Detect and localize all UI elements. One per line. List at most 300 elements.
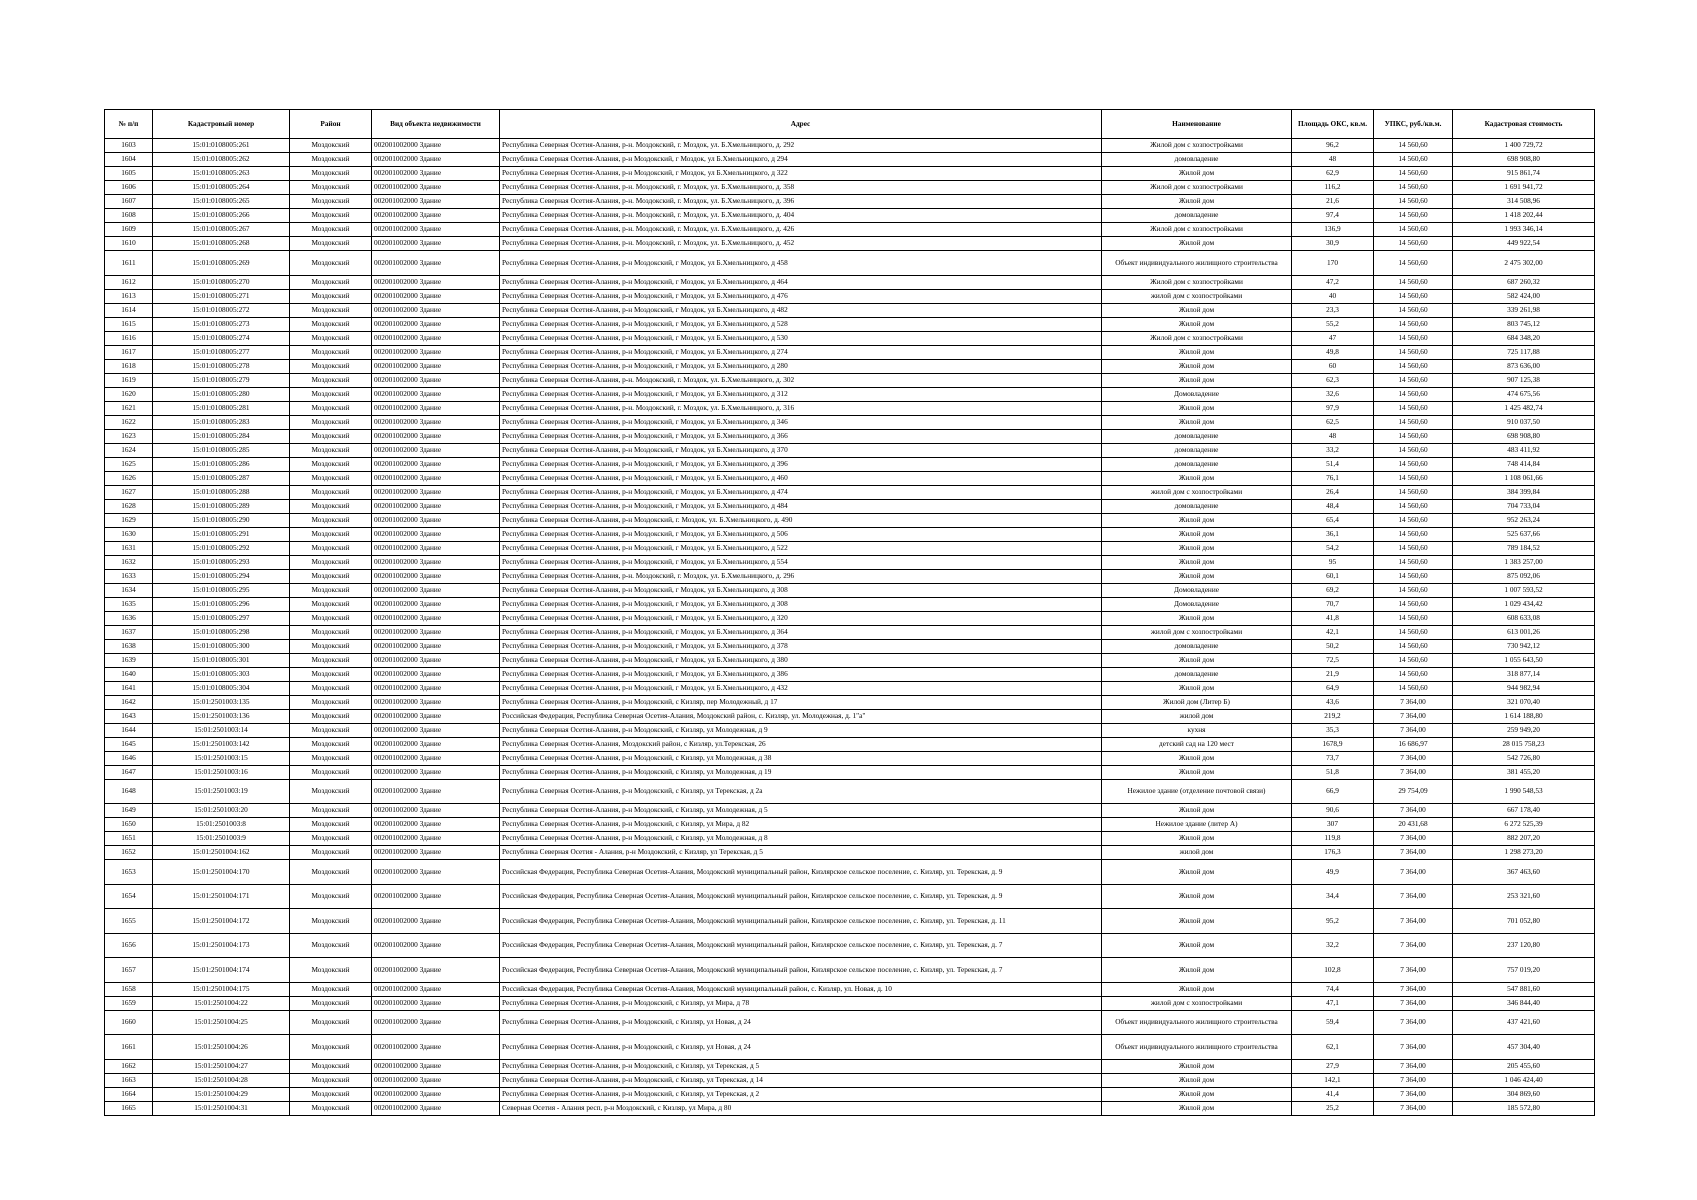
cell-district: Моздокский: [290, 996, 372, 1010]
table-row: [105, 653, 1595, 667]
cell-cadastral-number: 15:01:2501004:174: [153, 958, 290, 983]
cell-area: 142,1: [1292, 1073, 1374, 1087]
cell-row-number: 1630: [105, 527, 153, 541]
cell-area: 1678,9: [1292, 737, 1374, 751]
cell-name: жилой дом с хозпостройками: [1102, 996, 1292, 1010]
cell-address: Республика Северная Осетия-Алания, р-н Моздокский, г Моздок, ул Б.Хмельницкого, д 386: [500, 667, 1102, 681]
cell-area: 33,2: [1292, 443, 1374, 457]
cell-cadastral-value: 1 298 273,20: [1453, 846, 1595, 860]
cell-row-number: 1652: [105, 846, 153, 860]
cell-name: жилой дом с хозпостройками: [1102, 625, 1292, 639]
cell-name: Жилой дом: [1102, 237, 1292, 251]
cell-name: Жилой дом: [1102, 751, 1292, 765]
cell-district: Моздокский: [290, 345, 372, 359]
cell-district: Моздокский: [290, 765, 372, 779]
header-cadastral-number: Кадастровый номер: [153, 110, 290, 139]
cell-cadastral-value: 304 869,60: [1453, 1087, 1595, 1101]
table-row: [105, 139, 1595, 153]
table-row: [105, 471, 1595, 485]
cell-name: Жилой дом: [1102, 555, 1292, 569]
cell-object-type: 002001002000 Здание: [372, 751, 500, 765]
cell-area: 43,6: [1292, 695, 1374, 709]
cell-name: Жилой дом: [1102, 1073, 1292, 1087]
cell-name: домовладение: [1102, 667, 1292, 681]
cell-cadastral-value: 1 046 424,40: [1453, 1073, 1595, 1087]
cell-object-type: 002001002000 Здание: [372, 195, 500, 209]
cell-area: 60: [1292, 359, 1374, 373]
cell-name: домовладение: [1102, 209, 1292, 223]
cell-cadastral-value: 1 993 346,14: [1453, 223, 1595, 237]
cell-object-type: 002001002000 Здание: [372, 303, 500, 317]
cell-district: Моздокский: [290, 195, 372, 209]
cell-cadastral-number: 15:01:2501004:29: [153, 1087, 290, 1101]
cell-area: 41,4: [1292, 1087, 1374, 1101]
cell-name: Жилой дом: [1102, 884, 1292, 909]
cell-district: Моздокский: [290, 209, 372, 223]
cell-name: Жилой дом: [1102, 860, 1292, 885]
table-row: [105, 860, 1595, 885]
cell-upks: 14 560,60: [1374, 317, 1453, 331]
cell-area: 62,9: [1292, 167, 1374, 181]
cell-upks: 14 560,60: [1374, 443, 1453, 457]
cell-upks: 7 364,00: [1374, 765, 1453, 779]
cell-object-type: 002001002000 Здание: [372, 153, 500, 167]
cell-row-number: 1649: [105, 804, 153, 818]
cell-address: Республика Северная Осетия-Алания, р-н Моздокский, г Моздок, ул Б.Хмельницкого, д 460: [500, 471, 1102, 485]
cell-upks: 14 560,60: [1374, 639, 1453, 653]
cell-object-type: 002001002000 Здание: [372, 1087, 500, 1101]
cell-object-type: 002001002000 Здание: [372, 653, 500, 667]
cell-cadastral-value: 185 572,80: [1453, 1101, 1595, 1115]
cell-area: 65,4: [1292, 513, 1374, 527]
cell-area: 62,5: [1292, 415, 1374, 429]
cell-upks: 14 560,60: [1374, 387, 1453, 401]
cell-cadastral-value: 1 007 593,52: [1453, 583, 1595, 597]
cell-row-number: 1627: [105, 485, 153, 499]
cell-row-number: 1616: [105, 331, 153, 345]
cell-name: Жилой дом: [1102, 909, 1292, 934]
cell-cadastral-number: 15:01:0108005:301: [153, 653, 290, 667]
table-row: [105, 1087, 1595, 1101]
table-row: [105, 345, 1595, 359]
cell-object-type: 002001002000 Здание: [372, 237, 500, 251]
table-row: [105, 639, 1595, 653]
cell-object-type: 002001002000 Здание: [372, 569, 500, 583]
cell-address: Республика Северная Осетия-Алания, р-н Моздокский, г Моздок, ул Б.Хмельницкого, д 370: [500, 443, 1102, 457]
cell-cadastral-value: 582 424,00: [1453, 289, 1595, 303]
table-row: [105, 167, 1595, 181]
table-body: [105, 139, 1595, 1116]
cell-row-number: 1634: [105, 583, 153, 597]
cell-address: Республика Северная Осетия-Алания, р-н Моздокский, с Кизляр, ул Терекская, д 2: [500, 1087, 1102, 1101]
cell-cadastral-value: 28 015 758,23: [1453, 737, 1595, 751]
cell-area: 54,2: [1292, 541, 1374, 555]
cell-upks: 7 364,00: [1374, 1073, 1453, 1087]
cadastral-table-sheet: [104, 109, 1594, 1116]
cell-upks: 7 364,00: [1374, 1101, 1453, 1115]
cell-cadastral-value: 873 636,00: [1453, 359, 1595, 373]
cell-address: Российская Федерация, Республика Северная Осетия-Алания, Моздокский муниципальный район, с. Кизляр, ул. Новая, д. 10: [500, 982, 1102, 996]
cell-district: Моздокский: [290, 860, 372, 885]
table-row: [105, 429, 1595, 443]
cell-object-type: 002001002000 Здание: [372, 401, 500, 415]
cell-area: 32,2: [1292, 933, 1374, 958]
cell-row-number: 1614: [105, 303, 153, 317]
cell-address: Российская Федерация, Республика Северная Осетия-Алания, Моздокский муниципальный район, Кизлярское сельское поселение, с. Кизляр, ул. Терекская, д. 7: [500, 958, 1102, 983]
cell-cadastral-value: 1 990 548,53: [1453, 779, 1595, 804]
cell-name: Жилой дом: [1102, 167, 1292, 181]
cell-upks: 14 560,60: [1374, 513, 1453, 527]
cell-name: Жилой дом: [1102, 471, 1292, 485]
cell-name: жилой дом с хозпостройками: [1102, 485, 1292, 499]
cell-area: 73,7: [1292, 751, 1374, 765]
cell-upks: 16 686,97: [1374, 737, 1453, 751]
cell-upks: 7 364,00: [1374, 1035, 1453, 1060]
cell-area: 47,1: [1292, 996, 1374, 1010]
cell-upks: 14 560,60: [1374, 611, 1453, 625]
table-row: [105, 765, 1595, 779]
cell-name: Жилой дом с хозпостройками: [1102, 223, 1292, 237]
cell-cadastral-value: 915 861,74: [1453, 167, 1595, 181]
cell-cadastral-number: 15:01:0108005:289: [153, 499, 290, 513]
cell-upks: 14 560,60: [1374, 569, 1453, 583]
cell-cadastral-number: 15:01:2501004:28: [153, 1073, 290, 1087]
cell-area: 48,4: [1292, 499, 1374, 513]
cell-upks: 14 560,60: [1374, 139, 1453, 153]
cell-object-type: 002001002000 Здание: [372, 1101, 500, 1115]
cell-upks: 14 560,60: [1374, 181, 1453, 195]
cell-district: Моздокский: [290, 723, 372, 737]
cell-cadastral-number: 15:01:0108005:291: [153, 527, 290, 541]
cell-address: Республика Северная Осетия-Алания, р-н Моздокский, с Кизляр, ул Молодежная, д 9: [500, 723, 1102, 737]
cell-cadastral-value: 367 463,60: [1453, 860, 1595, 885]
cell-address: Республика Северная Осетия-Алания, р-н. Моздокский, г. Моздок, ул. Б.Хмельницкого, д. 302: [500, 373, 1102, 387]
cell-cadastral-number: 15:01:2501004:22: [153, 996, 290, 1010]
cell-object-type: 002001002000 Здание: [372, 709, 500, 723]
cell-object-type: 002001002000 Здание: [372, 996, 500, 1010]
cell-row-number: 1604: [105, 153, 153, 167]
cell-cadastral-number: 15:01:2501003:135: [153, 695, 290, 709]
cell-district: Моздокский: [290, 625, 372, 639]
cell-cadastral-value: 608 633,08: [1453, 611, 1595, 625]
header-area: Площадь ОКС, кв.м.: [1292, 110, 1374, 139]
cell-name: домовладение: [1102, 153, 1292, 167]
cell-object-type: 002001002000 Здание: [372, 223, 500, 237]
cell-district: Моздокский: [290, 415, 372, 429]
table-row: [105, 275, 1595, 289]
cell-cadastral-value: 1 400 729,72: [1453, 139, 1595, 153]
cell-area: 116,2: [1292, 181, 1374, 195]
cell-cadastral-number: 15:01:0108005:270: [153, 275, 290, 289]
cell-upks: 14 560,60: [1374, 471, 1453, 485]
table-row: [105, 818, 1595, 832]
cell-district: Моздокский: [290, 933, 372, 958]
cell-row-number: 1654: [105, 884, 153, 909]
cell-district: Моздокский: [290, 457, 372, 471]
cell-upks: 14 560,60: [1374, 541, 1453, 555]
cell-address: Республика Северная Осетия-Алания, р-н Моздокский, г Моздок, ул Б.Хмельницкого, д 312: [500, 387, 1102, 401]
cell-object-type: 002001002000 Здание: [372, 625, 500, 639]
cell-upks: 14 560,60: [1374, 209, 1453, 223]
cell-cadastral-value: 698 908,80: [1453, 429, 1595, 443]
cell-district: Моздокский: [290, 237, 372, 251]
cell-cadastral-value: 748 414,84: [1453, 457, 1595, 471]
cell-upks: 7 364,00: [1374, 695, 1453, 709]
cell-row-number: 1632: [105, 555, 153, 569]
table-row: [105, 1101, 1595, 1115]
cell-object-type: 002001002000 Здание: [372, 485, 500, 499]
cell-cadastral-number: 15:01:0108005:273: [153, 317, 290, 331]
cell-address: Республика Северная Осетия-Алания, р-н Моздокский, г Моздок, ул Б.Хмельницкого, д 484: [500, 499, 1102, 513]
cell-object-type: 002001002000 Здание: [372, 513, 500, 527]
table-row: [105, 709, 1595, 723]
cell-row-number: 1665: [105, 1101, 153, 1115]
cell-cadastral-number: 15:01:2501003:9: [153, 832, 290, 846]
cell-row-number: 1610: [105, 237, 153, 251]
header-address: Адрес: [500, 110, 1102, 139]
cell-upks: 14 560,60: [1374, 345, 1453, 359]
table-row: [105, 153, 1595, 167]
cell-name: Жилой дом с хозпостройками: [1102, 275, 1292, 289]
cell-district: Моздокский: [290, 751, 372, 765]
cell-district: Моздокский: [290, 737, 372, 751]
cell-object-type: 002001002000 Здание: [372, 695, 500, 709]
table-row: [105, 695, 1595, 709]
header-cadastral-value: Кадастровая стоимость: [1453, 110, 1595, 139]
cell-object-type: 002001002000 Здание: [372, 527, 500, 541]
cell-cadastral-value: 381 455,20: [1453, 765, 1595, 779]
cell-object-type: 002001002000 Здание: [372, 1059, 500, 1073]
cell-area: 60,1: [1292, 569, 1374, 583]
cell-upks: 29 754,09: [1374, 779, 1453, 804]
cell-row-number: 1609: [105, 223, 153, 237]
cell-area: 76,1: [1292, 471, 1374, 485]
cell-area: 51,8: [1292, 765, 1374, 779]
table-row: [105, 751, 1595, 765]
cell-object-type: 002001002000 Здание: [372, 387, 500, 401]
cell-cadastral-number: 15:01:2501004:171: [153, 884, 290, 909]
cell-object-type: 002001002000 Здание: [372, 846, 500, 860]
cell-address: Северная Осетия - Алания респ, р-н Моздокский, с Кизляр, ул Мира, д 80: [500, 1101, 1102, 1115]
cell-area: 95,2: [1292, 909, 1374, 934]
cell-row-number: 1661: [105, 1035, 153, 1060]
cell-address: Республика Северная Осетия-Алания, р-н Моздокский, г Моздок, ул Б.Хмельницкого, д 294: [500, 153, 1102, 167]
cell-area: 69,2: [1292, 583, 1374, 597]
cell-row-number: 1640: [105, 667, 153, 681]
cell-object-type: 002001002000 Здание: [372, 471, 500, 485]
cell-name: Жилой дом: [1102, 933, 1292, 958]
cell-cadastral-number: 15:01:2501003:15: [153, 751, 290, 765]
cell-name: Жилой дом: [1102, 611, 1292, 625]
cell-object-type: 002001002000 Здание: [372, 251, 500, 276]
cell-address: Республика Северная Осетия-Алания, р-н. Моздокский, г. Моздок, ул. Б.Хмельницкого, д. 292: [500, 139, 1102, 153]
cell-name: Жилой дом: [1102, 569, 1292, 583]
table-row: [105, 373, 1595, 387]
cell-address: Республика Северная Осетия-Алания, р-н. Моздокский, г. Моздок, ул. Б.Хмельницкого, д. 316: [500, 401, 1102, 415]
cell-row-number: 1607: [105, 195, 153, 209]
cell-name: жилой дом с хозпостройками: [1102, 289, 1292, 303]
cell-cadastral-number: 15:01:0108005:284: [153, 429, 290, 443]
cell-cadastral-number: 15:01:0108005:294: [153, 569, 290, 583]
cell-cadastral-number: 15:01:0108005:278: [153, 359, 290, 373]
table-row: [105, 181, 1595, 195]
cell-address: Республика Северная Осетия-Алания, р-н Моздокский, г Моздок, ул Б.Хмельницкого, д 432: [500, 681, 1102, 695]
cell-cadastral-value: 259 949,20: [1453, 723, 1595, 737]
cell-address: Республика Северная Осетия-Алания, р-н Моздокский, с Кизляр, ул Терекская, д 5: [500, 1059, 1102, 1073]
cell-name: Жилой дом: [1102, 401, 1292, 415]
cell-address: Республика Северная Осетия-Алания, р-н Моздокский, с Кизляр, пер Молодежный, д 17: [500, 695, 1102, 709]
cell-cadastral-value: 757 019,20: [1453, 958, 1595, 983]
cell-address: Республика Северная Осетия-Алания, р-н. Моздокский, г. Моздок, ул. Б.Хмельницкого, д. 396: [500, 195, 1102, 209]
cell-district: Моздокский: [290, 583, 372, 597]
table-row: [105, 415, 1595, 429]
cell-object-type: 002001002000 Здание: [372, 667, 500, 681]
cell-cadastral-number: 15:01:2501004:162: [153, 846, 290, 860]
header-row-number: № п/п: [105, 110, 153, 139]
cell-row-number: 1657: [105, 958, 153, 983]
table-row: [105, 303, 1595, 317]
cell-name: домовладение: [1102, 443, 1292, 457]
cell-area: 26,4: [1292, 485, 1374, 499]
cell-upks: 7 364,00: [1374, 909, 1453, 934]
cell-name: Жилой дом: [1102, 303, 1292, 317]
cell-area: 90,6: [1292, 804, 1374, 818]
cell-object-type: 002001002000 Здание: [372, 555, 500, 569]
cell-row-number: 1660: [105, 1010, 153, 1035]
table-row: [105, 597, 1595, 611]
cell-area: 49,8: [1292, 345, 1374, 359]
cell-address: Республика Северная Осетия - Алания, р-н Моздокский, с Кизляр, ул Терекская, д 5: [500, 846, 1102, 860]
cell-name: Жилой дом с хозпостройками: [1102, 181, 1292, 195]
cell-address: Республика Северная Осетия-Алания, р-н Моздокский, г Моздок, ул Б.Хмельницкого, д 378: [500, 639, 1102, 653]
table-row: [105, 583, 1595, 597]
cell-row-number: 1664: [105, 1087, 153, 1101]
cell-row-number: 1625: [105, 457, 153, 471]
cell-cadastral-number: 15:01:2501003:16: [153, 765, 290, 779]
cell-object-type: 002001002000 Здание: [372, 373, 500, 387]
cell-area: 136,9: [1292, 223, 1374, 237]
cell-object-type: 002001002000 Здание: [372, 884, 500, 909]
cell-row-number: 1621: [105, 401, 153, 415]
cell-district: Моздокский: [290, 846, 372, 860]
cell-district: Моздокский: [290, 331, 372, 345]
cell-row-number: 1659: [105, 996, 153, 1010]
cell-cadastral-value: 314 508,96: [1453, 195, 1595, 209]
cell-object-type: 002001002000 Здание: [372, 331, 500, 345]
cell-row-number: 1620: [105, 387, 153, 401]
cell-object-type: 002001002000 Здание: [372, 209, 500, 223]
cell-district: Моздокский: [290, 1087, 372, 1101]
cell-name: Жилой дом: [1102, 1101, 1292, 1115]
cell-area: 62,1: [1292, 1035, 1374, 1060]
cell-upks: 14 560,60: [1374, 153, 1453, 167]
cell-name: Домовладение: [1102, 597, 1292, 611]
cell-area: 48: [1292, 429, 1374, 443]
cell-upks: 7 364,00: [1374, 1087, 1453, 1101]
cell-cadastral-number: 15:01:0108005:263: [153, 167, 290, 181]
cell-name: жилой дом: [1102, 709, 1292, 723]
cell-name: Жилой дом: [1102, 832, 1292, 846]
cell-row-number: 1655: [105, 909, 153, 934]
cell-district: Моздокский: [290, 779, 372, 804]
cell-upks: 14 560,60: [1374, 499, 1453, 513]
cell-row-number: 1646: [105, 751, 153, 765]
cell-district: Моздокский: [290, 1059, 372, 1073]
cell-cadastral-number: 15:01:0108005:268: [153, 237, 290, 251]
cell-cadastral-value: 725 117,88: [1453, 345, 1595, 359]
cell-address: Республика Северная Осетия-Алания, р-н Моздокский, г Моздок, ул Б.Хмельницкого, д 476: [500, 289, 1102, 303]
cell-cadastral-value: 952 263,24: [1453, 513, 1595, 527]
cell-district: Моздокский: [290, 611, 372, 625]
cell-object-type: 002001002000 Здание: [372, 818, 500, 832]
cell-cadastral-value: 684 348,20: [1453, 331, 1595, 345]
table-row: [105, 289, 1595, 303]
cell-cadastral-value: 6 272 525,39: [1453, 818, 1595, 832]
table-row: [105, 195, 1595, 209]
cell-upks: 7 364,00: [1374, 884, 1453, 909]
cell-cadastral-number: 15:01:2501003:20: [153, 804, 290, 818]
cell-area: 176,3: [1292, 846, 1374, 860]
cell-name: Нежилое здание (литер А): [1102, 818, 1292, 832]
cell-address: Республика Северная Осетия-Алания, р-н Моздокский, г Моздок, ул Б.Хмельницкого, д 366: [500, 429, 1102, 443]
cell-cadastral-number: 15:01:2501004:173: [153, 933, 290, 958]
cell-cadastral-value: 730 942,12: [1453, 639, 1595, 653]
table-row: [105, 569, 1595, 583]
cell-address: Республика Северная Осетия-Алания, р-н Моздокский, г Моздок, ул Б.Хмельницкого, д 458: [500, 251, 1102, 276]
cell-cadastral-value: 339 261,98: [1453, 303, 1595, 317]
cell-district: Моздокский: [290, 909, 372, 934]
cell-row-number: 1645: [105, 737, 153, 751]
cell-cadastral-number: 15:01:0108005:295: [153, 583, 290, 597]
cell-cadastral-number: 15:01:2501004:27: [153, 1059, 290, 1073]
cell-name: Жилой дом: [1102, 527, 1292, 541]
cell-address: Республика Северная Осетия-Алания, р-н Моздокский, г Моздок, ул Б.Хмельницкого, д 528: [500, 317, 1102, 331]
cell-district: Моздокский: [290, 597, 372, 611]
table-row: [105, 846, 1595, 860]
cell-row-number: 1638: [105, 639, 153, 653]
cell-cadastral-number: 15:01:0108005:292: [153, 541, 290, 555]
cell-address: Республика Северная Осетия-Алания, р-н Моздокский, с Кизляр, ул Мира, д 78: [500, 996, 1102, 1010]
cell-address: Республика Северная Осетия-Алания, р-н. Моздокский, г. Моздок, ул. Б.Хмельницкого, д. 426: [500, 223, 1102, 237]
cell-object-type: 002001002000 Здание: [372, 909, 500, 934]
cell-cadastral-number: 15:01:0108005:265: [153, 195, 290, 209]
cell-address: Республика Северная Осетия-Алания, р-н Моздокский, г Моздок, ул Б.Хмельницкого, д 320: [500, 611, 1102, 625]
table-row: [105, 958, 1595, 983]
cell-address: Республика Северная Осетия-Алания, р-н Моздокский, г Моздок, ул Б.Хмельницкого, д 308: [500, 583, 1102, 597]
cell-name: Жилой дом: [1102, 373, 1292, 387]
cell-district: Моздокский: [290, 555, 372, 569]
cell-name: Жилой дом: [1102, 804, 1292, 818]
cell-district: Моздокский: [290, 499, 372, 513]
cell-cadastral-number: 15:01:2501004:170: [153, 860, 290, 885]
cell-district: Моздокский: [290, 387, 372, 401]
cell-area: 170: [1292, 251, 1374, 276]
cell-cadastral-value: 449 922,54: [1453, 237, 1595, 251]
cell-name: Жилой дом: [1102, 1059, 1292, 1073]
cell-area: 70,7: [1292, 597, 1374, 611]
cell-address: Российская Федерация, Республика Северная Осетия-Алания, Моздокский муниципальный район, Кизлярское сельское поселение, с. Кизляр, ул. Терекская, д. 9: [500, 860, 1102, 885]
cell-object-type: 002001002000 Здание: [372, 860, 500, 885]
cell-upks: 14 560,60: [1374, 195, 1453, 209]
cell-row-number: 1628: [105, 499, 153, 513]
cell-district: Моздокский: [290, 884, 372, 909]
cell-address: Республика Северная Осетия-Алания, р-н Моздокский, с Кизляр, ул Новая, д 24: [500, 1010, 1102, 1035]
table-row: [105, 541, 1595, 555]
cell-object-type: 002001002000 Здание: [372, 181, 500, 195]
cell-row-number: 1612: [105, 275, 153, 289]
cell-row-number: 1617: [105, 345, 153, 359]
cell-upks: 7 364,00: [1374, 1059, 1453, 1073]
